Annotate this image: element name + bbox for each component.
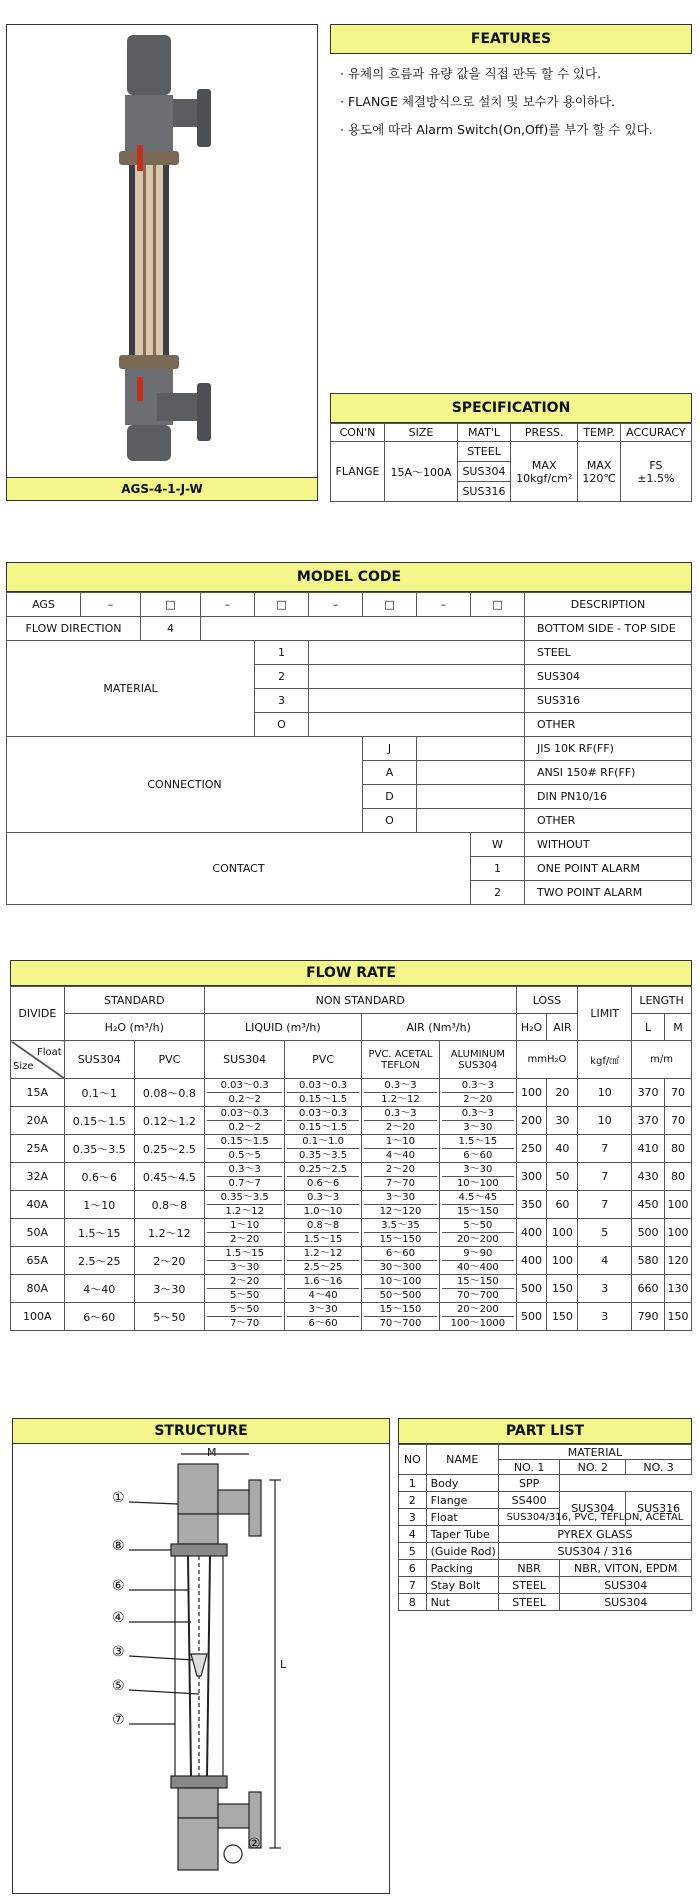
structure-drawing-panel [12, 1444, 390, 1894]
flow-loss-h2o: 200 [516, 1107, 547, 1135]
flow-loss-h2o: 300 [516, 1163, 547, 1191]
spec-header: SIZE [385, 424, 458, 442]
flow-std-pvc: 0.08～0.8 [134, 1079, 204, 1107]
flow-size: 32A [11, 1163, 65, 1191]
part-material: SUS304/316, PVC, TEFLON, ACETAL [498, 1509, 691, 1526]
part-row [399, 1509, 692, 1526]
spec-accuracy: FS ±1.5% [620, 442, 691, 502]
flow-limit: 5 [578, 1219, 632, 1247]
code-cell: – [81, 593, 141, 617]
part-list-title: PART LIST [398, 1418, 692, 1444]
flow-length-m: 150 [665, 1303, 692, 1331]
flow-rate-rows [11, 1079, 692, 1331]
flow-liq-pvc: 0.8～8 1.5～15 [285, 1219, 361, 1247]
part-h-no3: NO. 3 [626, 1460, 692, 1475]
part-material-1: NBR [498, 1560, 560, 1577]
callout-6: ⑥ [112, 1578, 125, 1594]
spec-header: MAT'L [457, 424, 510, 442]
part-material-23: SUS304 [560, 1594, 692, 1611]
flow-air-al: 5～50 20～200 [440, 1219, 516, 1247]
flow-size: 40A [11, 1191, 65, 1219]
flow-std-sus: 2.5～25 [64, 1247, 134, 1275]
product-model-label: AGS-4-1-J-W [6, 477, 318, 501]
flow-loss-air: 20 [547, 1079, 578, 1107]
flow-length-l: 430 [632, 1163, 665, 1191]
flow-std-pvc: 2～20 [134, 1247, 204, 1275]
flow-rate-row [11, 1163, 692, 1191]
connection-desc: JIS 10K RF(FF) [525, 737, 692, 761]
flow-length-l: 580 [632, 1247, 665, 1275]
flow-air-al: 4.5～45 15～150 [440, 1191, 516, 1219]
flow-liq-pvc: 0.03～0.3 0.15～1.5 [285, 1079, 361, 1107]
flow-liq-sus: 5～50 7～70 [204, 1303, 284, 1331]
flow-std-sus: 4～40 [64, 1275, 134, 1303]
flow-h-length: LENGTH [632, 987, 692, 1014]
structure-section [12, 1418, 390, 1892]
flow-std-pvc: 0.45～4.5 [134, 1163, 204, 1191]
flow-std-pvc: 3～30 [134, 1275, 204, 1303]
flow-length-m: 100 [665, 1191, 692, 1219]
spec-header: PRESS. [510, 424, 577, 442]
flow-liq-sus: 0.03～0.3 0.2～2 [204, 1079, 284, 1107]
flow-air-al: 0.3～3 3～30 [440, 1107, 516, 1135]
flow-length-l: 410 [632, 1135, 665, 1163]
flow-loss-h2o: 500 [516, 1303, 547, 1331]
part-material-3: SUS316 [626, 1492, 692, 1526]
part-name: (Guide Rod) [426, 1543, 498, 1560]
flow-liq-sus: 0.03～0.3 0.2～2 [204, 1107, 284, 1135]
flow-loss-h2o: 400 [516, 1247, 547, 1275]
flow-h-loss-air: AIR [547, 1014, 578, 1041]
part-material-1: SPP [498, 1475, 560, 1492]
code-cell: – [201, 593, 255, 617]
part-no: 2 [399, 1492, 427, 1509]
connection-desc: DIN PN10/16 [525, 785, 692, 809]
spec-size: 15A～100A [385, 442, 458, 502]
code-cell: DESCRIPTION [525, 593, 692, 617]
flow-air-pvc: 15～150 70～700 [361, 1303, 439, 1331]
flow-h-mmh2o: mmH₂O [516, 1041, 578, 1079]
code-cell: □ [471, 593, 525, 617]
flow-rate-row [11, 1107, 692, 1135]
callout-4: ④ [112, 1610, 125, 1626]
flow-loss-air: 100 [547, 1219, 578, 1247]
flow-loss-air: 30 [547, 1107, 578, 1135]
contact-desc: WITHOUT [525, 833, 692, 857]
flow-h-air-al: ALUMINUM SUS304 [440, 1041, 516, 1079]
flow-std-sus: 0.1～1 [64, 1079, 134, 1107]
flow-std-sus: 1.5～15 [64, 1219, 134, 1247]
flow-air-al: 9～90 40～400 [440, 1247, 516, 1275]
contact-code: 1 [471, 857, 525, 881]
flow-length-l: 370 [632, 1107, 665, 1135]
part-material-1: STEEL [498, 1577, 560, 1594]
flow-h-std-sus: SUS304 [64, 1041, 134, 1079]
flow-limit: 4 [578, 1247, 632, 1275]
flow-loss-h2o: 400 [516, 1219, 547, 1247]
flow-length-m: 120 [665, 1247, 692, 1275]
features-list [330, 64, 692, 138]
material-code: 2 [255, 665, 309, 689]
flow-length-l: 790 [632, 1303, 665, 1331]
part-row [399, 1475, 692, 1492]
flow-limit: 3 [578, 1303, 632, 1331]
flow-loss-h2o: 350 [516, 1191, 547, 1219]
flow-std-pvc: 0.25～2.5 [134, 1135, 204, 1163]
spec-header: TEMP. [578, 424, 620, 442]
flow-air-al: 0.3～3 2～20 [440, 1079, 516, 1107]
flow-h-air: AIR (Nm³/h) [361, 1014, 516, 1041]
flow-loss-air: 150 [547, 1303, 578, 1331]
connection-code: O [363, 809, 417, 833]
part-no: 8 [399, 1594, 427, 1611]
part-h-no: NO [399, 1445, 427, 1475]
flow-size: 20A [11, 1107, 65, 1135]
contact-desc: ONE POINT ALARM [525, 857, 692, 881]
feature-item: · FLANGE 체결방식으로 설치 및 보수가 용이하다. [340, 94, 615, 109]
part-material-2: SUS304 [560, 1492, 626, 1526]
callout-7: ⑦ [112, 1712, 125, 1728]
code-cell: – [309, 593, 363, 617]
part-name: Float [426, 1509, 498, 1526]
flow-std-sus: 0.6～6 [64, 1163, 134, 1191]
part-list-rows [399, 1475, 692, 1611]
part-row [399, 1577, 692, 1594]
flow-liq-sus: 1～10 2～20 [204, 1219, 284, 1247]
code-cell: □ [363, 593, 417, 617]
structure-diagram [13, 1444, 389, 1892]
flow-liq-pvc: 0.03～0.3 0.15～1.5 [285, 1107, 361, 1135]
part-row [399, 1526, 692, 1543]
flow-length-l: 660 [632, 1275, 665, 1303]
flow-rate-section [10, 960, 692, 1331]
spec-temp: MAX 120℃ [578, 442, 620, 502]
flow-rate-row [11, 1219, 692, 1247]
dimension-l-label: L [280, 1658, 287, 1671]
features-title: FEATURES [330, 24, 692, 54]
flow-length-m: 80 [665, 1163, 692, 1191]
material-code: 1 [255, 641, 309, 665]
connection-label: CONNECTION [7, 737, 363, 833]
flow-liq-pvc: 0.25～2.5 0.6～6 [285, 1163, 361, 1191]
flow-loss-h2o: 500 [516, 1275, 547, 1303]
flow-liq-sus: 2～20 5～50 [204, 1275, 284, 1303]
code-cell: – [417, 593, 471, 617]
flow-liq-pvc: 0.1～1.0 0.35～3.5 [285, 1135, 361, 1163]
specification-title: SPECIFICATION [330, 393, 692, 423]
contact-code: 2 [471, 881, 525, 905]
part-name: Taper Tube [426, 1526, 498, 1543]
flow-liq-sus: 1.5～15 3～30 [204, 1247, 284, 1275]
model-code-table [6, 592, 692, 905]
flow-h-kgf: kgf/㎠ [578, 1041, 632, 1079]
callout-1: ① [112, 1490, 125, 1506]
flow-h-m: M [665, 1014, 692, 1041]
flow-direction-code: 4 [141, 617, 201, 641]
flow-h-standard: STANDARD [64, 987, 204, 1014]
flow-length-m: 100 [665, 1219, 692, 1247]
flow-h-loss-h2o: H₂O [516, 1014, 547, 1041]
contact-desc: TWO POINT ALARM [525, 881, 692, 905]
flow-rate-row [11, 1247, 692, 1275]
material-desc: STEEL [525, 641, 692, 665]
part-name: Body [426, 1475, 498, 1492]
material-desc: SUS304 [525, 665, 692, 689]
connection-desc: OTHER [525, 809, 692, 833]
material-code: 3 [255, 689, 309, 713]
flow-h-nonstandard: NON STANDARD [204, 987, 516, 1014]
part-material: PYREX GLASS [498, 1526, 691, 1543]
flow-air-pvc: 2～20 7～70 [361, 1163, 439, 1191]
part-no: 7 [399, 1577, 427, 1594]
spec-header: CON'N [331, 424, 385, 442]
flow-length-m: 130 [665, 1275, 692, 1303]
code-cell: AGS [7, 593, 81, 617]
feature-item: · 용도에 따라 Alarm Switch(On,Off)를 부가 할 수 있다. [340, 122, 653, 137]
spec-material: SUS316 [457, 482, 510, 502]
part-list-table [398, 1444, 692, 1611]
flow-air-pvc: 3～30 12～120 [361, 1191, 439, 1219]
structure-title: STRUCTURE [12, 1418, 390, 1444]
flow-limit: 7 [578, 1163, 632, 1191]
feature-item: · 유체의 흐름과 유량 값을 직접 판독 할 수 있다. [340, 66, 602, 81]
flow-size: 100A [11, 1303, 65, 1331]
spec-connection: FLANGE [331, 442, 385, 502]
flow-liq-pvc: 0.3～3 1.0～10 [285, 1191, 361, 1219]
part-row [399, 1560, 692, 1577]
flow-std-sus: 6～60 [64, 1303, 134, 1331]
flow-liq-pvc: 1.6～16 4～40 [285, 1275, 361, 1303]
flow-loss-air: 150 [547, 1275, 578, 1303]
callout-8: ⑧ [112, 1538, 125, 1554]
spec-header: ACCURACY [620, 424, 691, 442]
flow-length-l: 450 [632, 1191, 665, 1219]
flow-limit: 3 [578, 1275, 632, 1303]
part-row [399, 1492, 692, 1509]
flow-length-m: 70 [665, 1079, 692, 1107]
flow-rate-table [10, 986, 692, 1331]
part-row [399, 1543, 692, 1560]
flow-std-sus: 0.35～3.5 [64, 1135, 134, 1163]
part-material-1: SS400 [498, 1492, 560, 1509]
flow-liq-pvc: 1.2～12 2.5～25 [285, 1247, 361, 1275]
flow-air-pvc: 0.3～3 2～20 [361, 1107, 439, 1135]
flow-liq-sus: 0.15～1.5 0.5～5 [204, 1135, 284, 1163]
connection-code: J [363, 737, 417, 761]
flow-rate-row [11, 1303, 692, 1331]
part-name: Flange [426, 1492, 498, 1509]
flow-rate-row [11, 1135, 692, 1163]
material-code: O [255, 713, 309, 737]
connection-code: A [363, 761, 417, 785]
flow-liq-pvc: 3～30 6～60 [285, 1303, 361, 1331]
flow-size: 15A [11, 1079, 65, 1107]
flow-h-air-pvc: PVC. ACETAL TEFLON [361, 1041, 439, 1079]
flow-limit: 7 [578, 1135, 632, 1163]
code-cell: □ [255, 593, 309, 617]
connection-code: D [363, 785, 417, 809]
flow-loss-h2o: 250 [516, 1135, 547, 1163]
flow-h-liquid: LIQUID (m³/h) [204, 1014, 361, 1041]
flow-direction-label: FLOW DIRECTION [7, 617, 141, 641]
part-material-23: NBR, VITON, EPDM [560, 1560, 692, 1577]
part-h-no2: NO. 2 [560, 1460, 626, 1475]
flow-direction-desc: BOTTOM SIDE - TOP SIDE [525, 617, 692, 641]
flow-limit: 10 [578, 1107, 632, 1135]
part-no: 3 [399, 1509, 427, 1526]
callout-2: ② [248, 1836, 261, 1852]
flow-std-pvc: 0.12～1.2 [134, 1107, 204, 1135]
flow-h-limit: LIMIT [578, 987, 632, 1041]
flow-loss-air: 60 [547, 1191, 578, 1219]
product-photo-panel [6, 24, 318, 500]
flow-h-mm: m/m [632, 1041, 692, 1079]
callout-5: ⑤ [112, 1678, 125, 1694]
part-name: Nut [426, 1594, 498, 1611]
model-code-section [6, 562, 692, 905]
contact-code: W [471, 833, 525, 857]
flow-loss-air: 100 [547, 1247, 578, 1275]
flow-loss-air: 50 [547, 1163, 578, 1191]
part-name: Stay Bolt [426, 1577, 498, 1594]
flow-std-pvc: 5～50 [134, 1303, 204, 1331]
flow-limit: 10 [578, 1079, 632, 1107]
material-desc: SUS316 [525, 689, 692, 713]
flow-air-al: 20～200 100～1000 [440, 1303, 516, 1331]
flow-h-float-size: Float Size [11, 1041, 65, 1079]
flow-rate-row [11, 1079, 692, 1107]
specification-table [330, 423, 692, 502]
part-material-23: SUS304 [560, 1577, 692, 1594]
part-row [399, 1594, 692, 1611]
flow-h-liq-sus: SUS304 [204, 1041, 284, 1079]
flow-size: 50A [11, 1219, 65, 1247]
flow-size: 80A [11, 1275, 65, 1303]
part-no: 4 [399, 1526, 427, 1543]
part-no: 6 [399, 1560, 427, 1577]
part-h-name: NAME [426, 1445, 498, 1475]
flow-rate-row [11, 1191, 692, 1219]
flow-air-pvc: 10～100 50～500 [361, 1275, 439, 1303]
part-no: 1 [399, 1475, 427, 1492]
material-desc: OTHER [525, 713, 692, 737]
flowmeter-photo [7, 25, 317, 471]
part-h-material: MATERIAL [498, 1445, 691, 1460]
flow-h-h2o: H₂O (m³/h) [64, 1014, 204, 1041]
flow-std-sus: 1～10 [64, 1191, 134, 1219]
flow-size: 65A [11, 1247, 65, 1275]
flow-air-pvc: 0.3～3 1.2～12 [361, 1079, 439, 1107]
connection-desc: ANSI 150# RF(FF) [525, 761, 692, 785]
part-h-no1: NO. 1 [498, 1460, 560, 1475]
flow-length-m: 80 [665, 1135, 692, 1163]
flow-h-liq-pvc: PVC [285, 1041, 361, 1079]
flow-size: 25A [11, 1135, 65, 1163]
model-code-title: MODEL CODE [6, 562, 692, 592]
flow-air-pvc: 3.5～35 15～150 [361, 1219, 439, 1247]
contact-label: CONTACT [7, 833, 471, 905]
flow-rate-title: FLOW RATE [10, 960, 692, 986]
flow-h-std-pvc: PVC [134, 1041, 204, 1079]
callout-3: ③ [112, 1644, 125, 1660]
flow-std-sus: 0.15～1.5 [64, 1107, 134, 1135]
specification-section [330, 393, 692, 502]
flow-length-l: 370 [632, 1079, 665, 1107]
flow-h-divide: DIVIDE [11, 987, 65, 1041]
part-name: Packing [426, 1560, 498, 1577]
flow-std-pvc: 1.2～12 [134, 1219, 204, 1247]
code-cell: □ [141, 593, 201, 617]
dimension-m-label: M [207, 1446, 217, 1459]
spec-press: MAX 10kgf/cm² [510, 442, 577, 502]
flow-h-loss: LOSS [516, 987, 578, 1014]
spec-material: STEEL [457, 442, 510, 462]
part-no: 5 [399, 1543, 427, 1560]
flow-air-pvc: 1～10 4～40 [361, 1135, 439, 1163]
flow-liq-sus: 0.35～3.5 1.2～12 [204, 1191, 284, 1219]
flow-loss-h2o: 100 [516, 1079, 547, 1107]
flow-air-al: 15～150 70～700 [440, 1275, 516, 1303]
flow-air-al: 1.5～15 6～60 [440, 1135, 516, 1163]
features-section [330, 24, 692, 138]
flow-h-l: L [632, 1014, 665, 1041]
flow-length-l: 500 [632, 1219, 665, 1247]
flow-loss-air: 40 [547, 1135, 578, 1163]
part-material: SUS304 / 316 [498, 1543, 691, 1560]
flow-std-pvc: 0.8～8 [134, 1191, 204, 1219]
material-label: MATERIAL [7, 641, 255, 737]
flow-rate-row [11, 1275, 692, 1303]
flow-limit: 7 [578, 1191, 632, 1219]
part-list-section [398, 1418, 692, 1611]
flow-air-pvc: 6～60 30～300 [361, 1247, 439, 1275]
flow-liq-sus: 0.3～3 0.7～7 [204, 1163, 284, 1191]
spec-material: SUS304 [457, 462, 510, 482]
flow-length-m: 70 [665, 1107, 692, 1135]
flow-air-al: 3～30 10～100 [440, 1163, 516, 1191]
part-material-1: STEEL [498, 1594, 560, 1611]
